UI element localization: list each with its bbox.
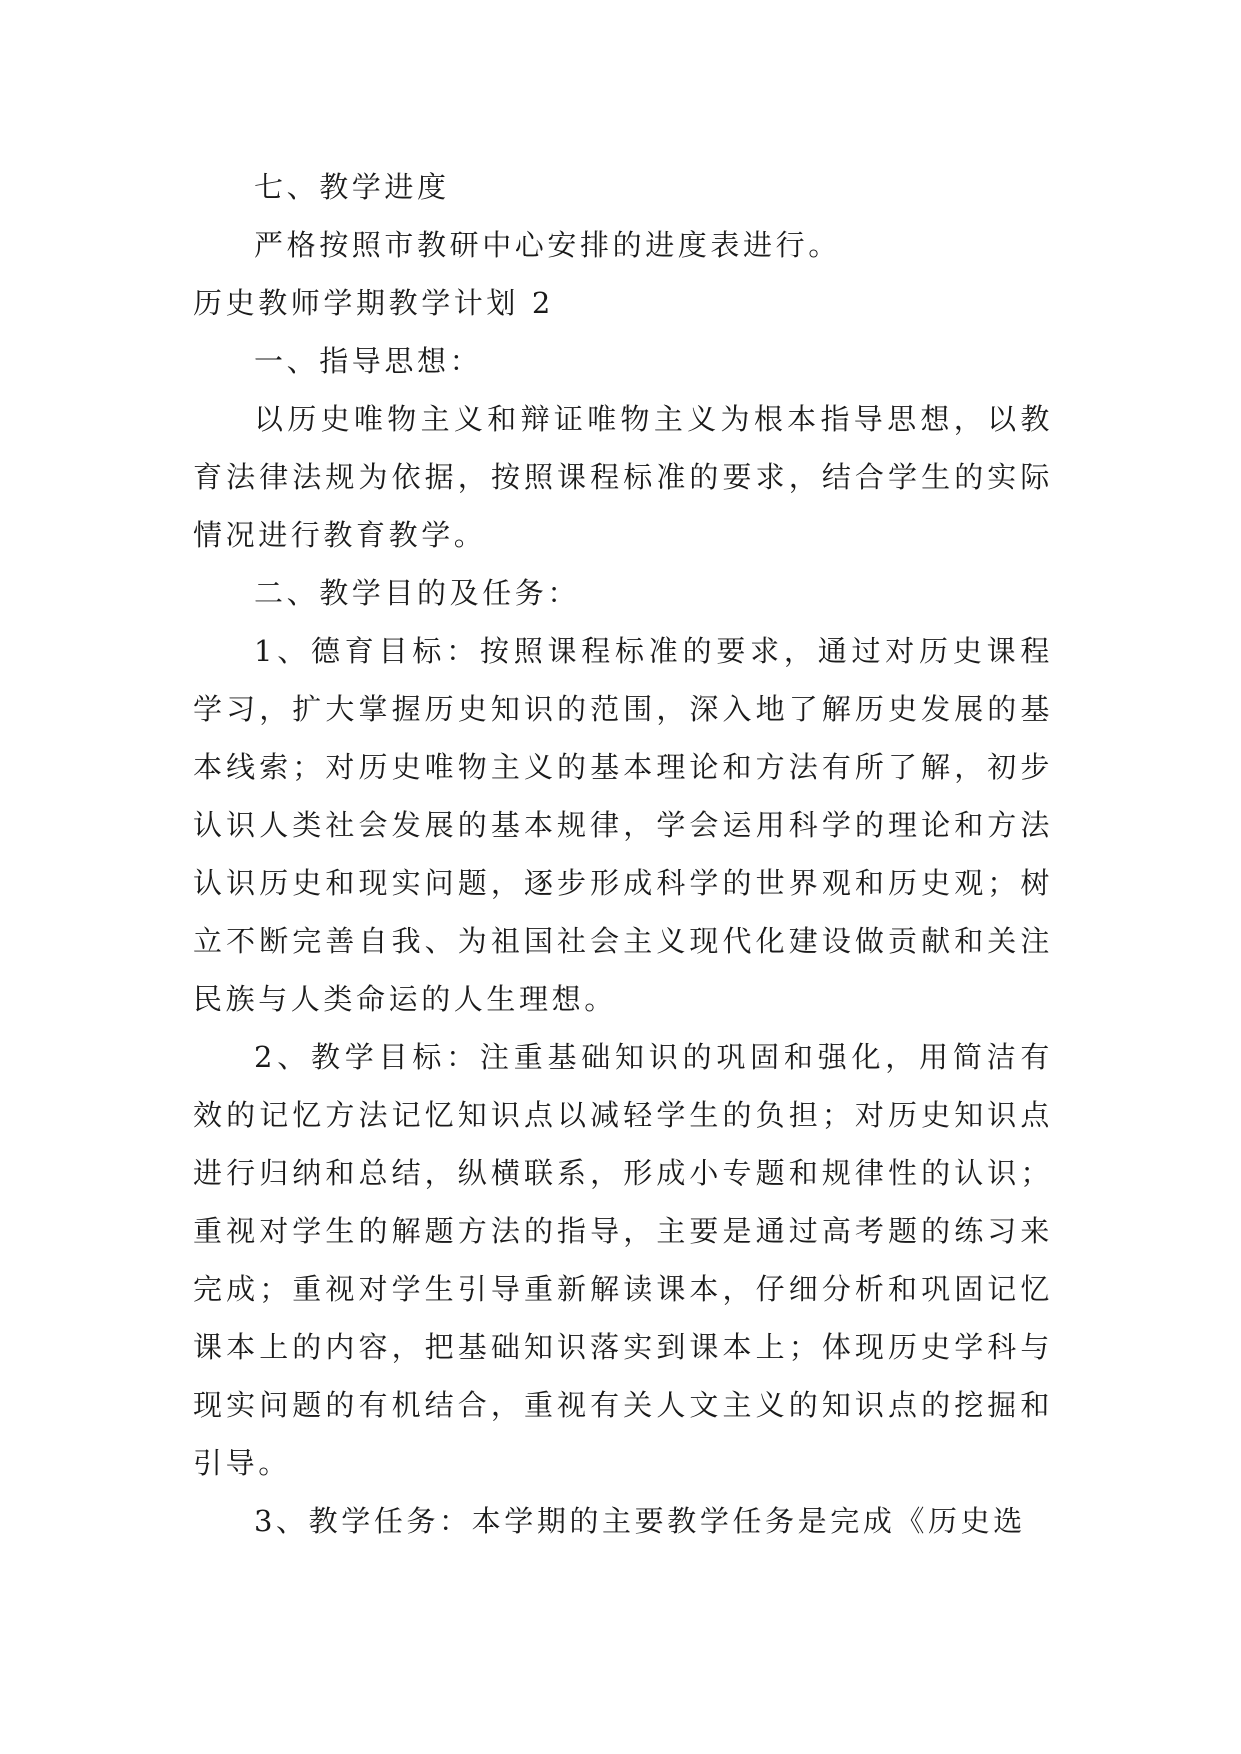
section-1-heading: 一、指导思想： (254, 344, 483, 378)
document-body (193, 158, 1053, 1550)
document-title: 历史教师学期教学计划 2 (193, 286, 554, 320)
section-7-body: 严格按照市教研中心安排的进度表进行。 (254, 228, 841, 262)
section-2-heading: 二、教学目的及任务： (254, 576, 581, 610)
section-7-heading: 七、教学进度 (254, 170, 450, 204)
section-1-paragraph: 以历史唯物主义和辩证唯物主义为根本指导思想，以教育法律法规为依据，按照课程标准的要求，结合学生的实际情况进行教育教学。 (193, 402, 1053, 552)
teaching-goal-paragraph: 2、教学目标：注重基础知识的巩固和强化，用简洁有效的记忆方法记忆知识点以减轻学生的负担；对历史知识点进行归纳和总结，纵横联系，形成小专题和规律性的认识；重视对学生的解题方法的指导，主要是通过高考题的练习来完成；重视对学生引导重新解读课本，仔细分析和巩固记忆课本上的内容，把基础知识落实到课本上；体现历史学科与现实问题的有机结合，重视有关人文主义的知识点的挖掘和引导。 (193, 1040, 1053, 1480)
moral-goal-paragraph: 1、德育目标：按照课程标准的要求，通过对历史课程学习，扩大掌握历史知识的范围，深入地了解历史发展的基本线索；对历史唯物主义的基本理论和方法有所了解，初步认识人类社会发展的基本规律，学会运用科学的理论和方法认识历史和现实问题，逐步形成科学的世界观和历史观；树立不断完善自我、为祖国社会主义现代化建设做贡献和关注民族与人类命运的人生理想。 (193, 634, 1053, 1016)
teaching-task-paragraph: 3、教学任务：本学期的主要教学任务是完成《历史选 (254, 1504, 1026, 1538)
